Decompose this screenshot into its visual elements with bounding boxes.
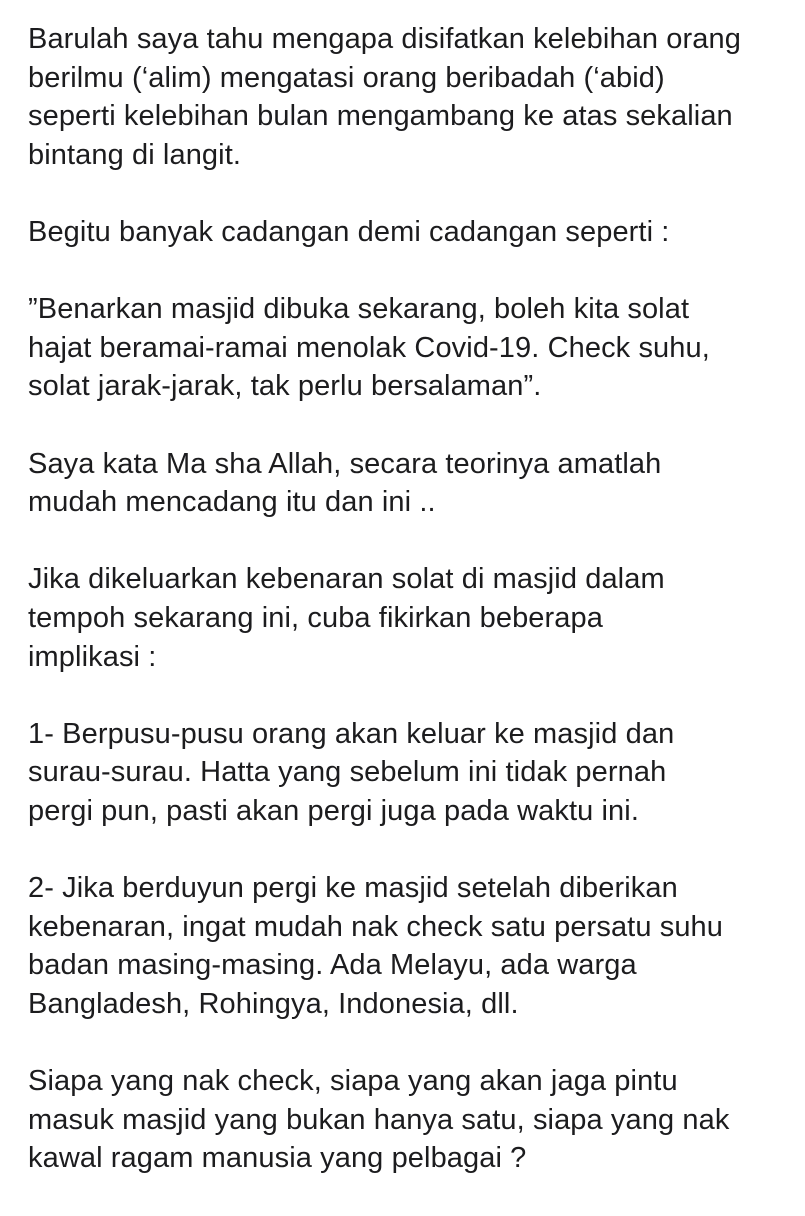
text-line: pergi pun, pasti akan pergi juga pada waktu ini. — [28, 794, 639, 827]
text-line: mudah mencadang itu dan ini .. — [28, 486, 436, 519]
paragraph-questions — [28, 1062, 798, 1178]
text-line: tempoh sekarang ini, cuba fikirkan beberapa — [28, 601, 603, 634]
paragraph-implications-intro — [28, 560, 798, 676]
text-line: hajat beramai-ramai menolak Covid-19. Check suhu, — [28, 331, 710, 364]
text-line: Bangladesh, Rohingya, Indonesia, dll. — [28, 987, 519, 1020]
text-line: badan masing-masing. Ada Melayu, ada warga — [28, 949, 637, 982]
text-line: implikasi : — [28, 640, 157, 673]
paragraph-point-1 — [28, 715, 798, 831]
text-line: kawal ragam manusia yang pelbagai ? — [28, 1142, 527, 1175]
paragraph-point-2 — [28, 869, 798, 1023]
paragraph-quote — [28, 290, 798, 406]
paragraph-suggestions — [28, 213, 798, 252]
text-line: 1- Berpusu-pusu orang akan keluar ke masjid dan — [28, 717, 675, 750]
text-line: seperti kelebihan bulan mengambang ke atas sekalian — [28, 100, 733, 133]
text-line: masuk masjid yang bukan hanya satu, siapa yang nak — [28, 1103, 730, 1136]
text-line: Begitu banyak cadangan demi cadangan seperti : — [28, 215, 670, 248]
text-line: Barulah saya tahu mengapa disifatkan kelebihan orang — [28, 23, 741, 55]
text-line: berilmu (‘alim) mengatasi orang beribadah (‘abid) — [28, 61, 665, 94]
paragraph-response — [28, 445, 798, 522]
text-line: kebenaran, ingat mudah nak check satu persatu suhu — [28, 910, 724, 943]
text-line: surau-surau. Hatta yang sebelum ini tidak pernah — [28, 756, 667, 789]
text-line: Saya kata Ma sha Allah, secara teorinya amatlah — [28, 447, 662, 480]
text-line: solat jarak-jarak, tak perlu bersalaman”. — [28, 370, 542, 403]
text-line: bintang di langit. — [28, 138, 242, 171]
text-line: 2- Jika berduyun pergi ke masjid setelah diberikan — [28, 872, 678, 905]
text-line: ”Benarkan masjid dibuka sekarang, boleh kita solat — [28, 293, 690, 326]
text-line: Siapa yang nak check, siapa yang akan jaga pintu — [28, 1065, 678, 1098]
text-line: Jika dikeluarkan kebenaran solat di masjid dalam — [28, 563, 665, 596]
post-body — [28, 20, 798, 1216]
paragraph-intro — [28, 20, 798, 174]
